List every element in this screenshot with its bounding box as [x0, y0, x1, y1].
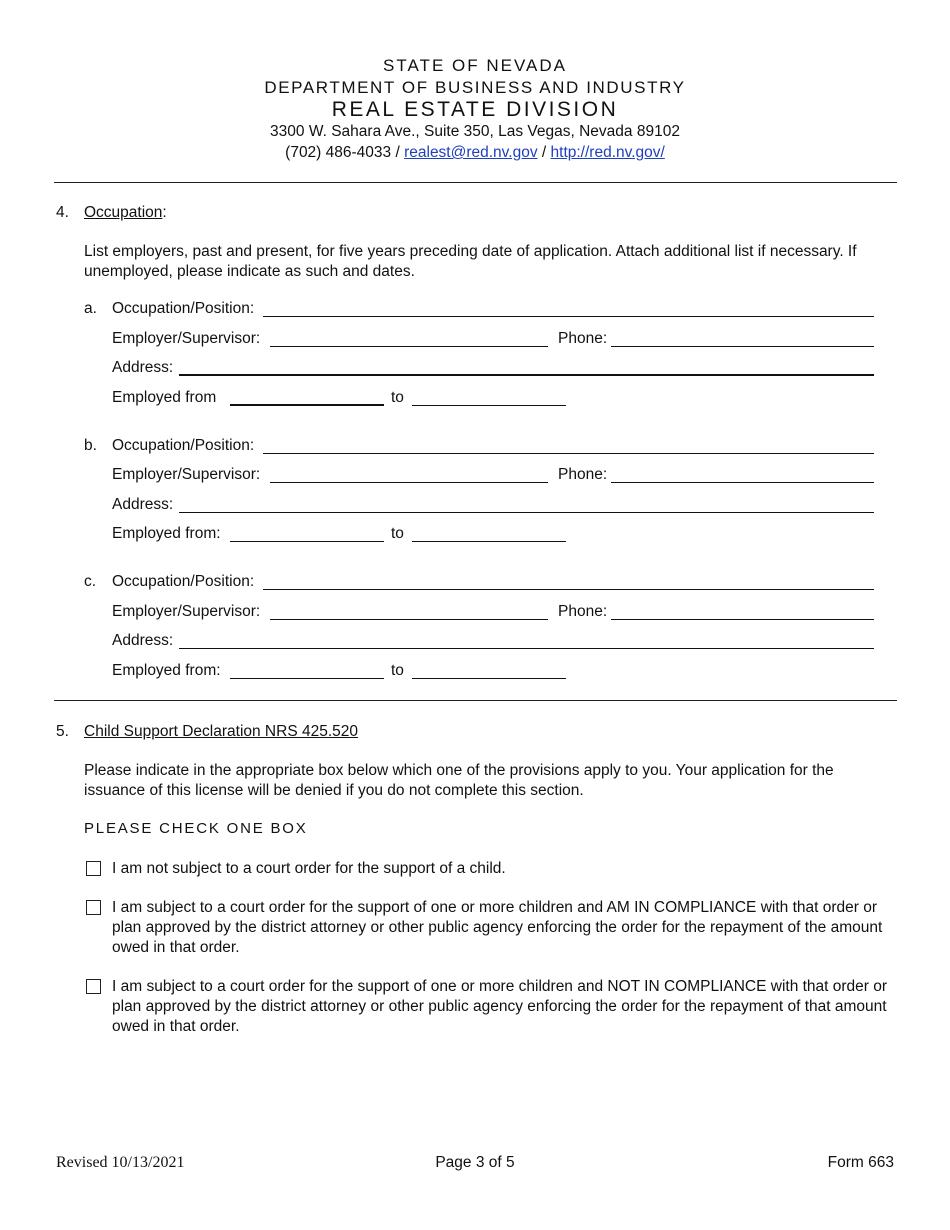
entry-b-to-field[interactable]: [412, 541, 566, 542]
entry-c-phone-field[interactable]: [611, 619, 874, 620]
section-4-title-text: Occupation: [84, 204, 163, 221]
footer-page-number: Page 3 of 5: [435, 1154, 515, 1171]
header-divider: [54, 182, 897, 183]
section-5-title: Child Support Declaration NRS 425.520: [84, 723, 358, 740]
entry-a-phone-field[interactable]: [611, 346, 874, 347]
option-1-text: I am not subject to a court order for the support of a child.: [112, 860, 506, 877]
section-4-instructions: List employers, past and present, for five years preceding date of application. Attach additional list if necessary. If unemployed, please indicate as such and dates.: [84, 243, 857, 280]
entry-b-occupation-field[interactable]: [263, 453, 874, 454]
header-address: 3300 W. Sahara Ave., Suite 350, Las Vegas, Nevada 89102: [270, 123, 680, 140]
option-2-text: I am subject to a court order for the support of one or more children and AM IN COMPLIANCE with that order or plan approved by the district attorney or other public agency enforcing the order for the repayment of the amount owed in that order.: [112, 899, 883, 956]
employer-label: Employer/Supervisor:: [112, 603, 261, 620]
to-label: to: [391, 525, 404, 542]
entry-a-address-field[interactable]: [179, 374, 874, 376]
entry-b-from-field[interactable]: [230, 541, 384, 542]
to-label: to: [391, 389, 404, 406]
entry-c-letter: c.: [84, 573, 97, 590]
entry-b-letter: b.: [84, 437, 97, 454]
website-link[interactable]: http://red.nv.gov/: [550, 144, 665, 161]
section-4-title-colon: :: [162, 204, 167, 221]
email-link[interactable]: realest@red.nv.gov: [404, 144, 538, 161]
footer-form-number: Form 663: [827, 1154, 894, 1171]
header-division: REAL ESTATE DIVISION: [331, 98, 619, 121]
occupation-label: Occupation/Position:: [112, 300, 255, 317]
option-3-text: I am subject to a court order for the support of one or more children and NOT IN COMPLIANCE with that order or plan approved by the district attorney or other public agency enforcing the order for the repayment of that amount owed in that order.: [112, 978, 888, 1035]
entry-a-letter: a.: [84, 300, 97, 317]
entry-c-occupation-field[interactable]: [263, 589, 874, 590]
header-contact: [0, 144, 950, 162]
header-department: DEPARTMENT OF BUSINESS AND INDUSTRY: [264, 78, 686, 97]
entry-a-from-field[interactable]: [230, 404, 384, 406]
header-phone: (702) 486-4033: [285, 144, 392, 161]
section-4-number: 4.: [56, 204, 69, 221]
occupation-label: Occupation/Position:: [112, 573, 255, 590]
entry-b-phone-field[interactable]: [611, 482, 874, 483]
phone-label: Phone:: [558, 603, 608, 620]
address-label: Address:: [112, 496, 174, 513]
entry-c-from-field[interactable]: [230, 678, 384, 679]
entry-a-occupation-field[interactable]: [263, 316, 874, 317]
option-3-checkbox[interactable]: [86, 979, 101, 994]
footer-revised: Revised 10/13/2021: [56, 1154, 185, 1171]
entry-c-to-field[interactable]: [412, 678, 566, 679]
entry-a-employer-field[interactable]: [270, 346, 548, 347]
employer-label: Employer/Supervisor:: [112, 330, 261, 347]
entry-b-address-field[interactable]: [179, 512, 874, 513]
occupation-label: Occupation/Position:: [112, 437, 255, 454]
address-label: Address:: [112, 359, 174, 376]
section-5-number: 5.: [56, 723, 69, 740]
entry-b-employer-field[interactable]: [270, 482, 548, 483]
section-4-title: [84, 204, 167, 222]
option-1-checkbox[interactable]: [86, 861, 101, 876]
option-2-checkbox[interactable]: [86, 900, 101, 915]
section-5-instructions: Please indicate in the appropriate box below which one of the provisions apply to you. Your application for the issuance of this license will be denied if you do not complete this section.: [84, 762, 834, 799]
header-separator: /: [541, 144, 547, 161]
entry-c-employer-field[interactable]: [270, 619, 548, 620]
section-divider: [54, 700, 897, 701]
phone-label: Phone:: [558, 466, 608, 483]
address-label: Address:: [112, 632, 174, 649]
phone-label: Phone:: [558, 330, 608, 347]
employed-from-label: Employed from: [112, 389, 217, 406]
entry-c-address-field[interactable]: [179, 648, 874, 649]
header-state: STATE OF NEVADA: [383, 56, 567, 75]
employed-from-label: Employed from:: [112, 662, 221, 679]
employer-label: Employer/Supervisor:: [112, 466, 261, 483]
to-label: to: [391, 662, 404, 679]
entry-a-to-field[interactable]: [412, 405, 566, 406]
check-one-box-label: PLEASE CHECK ONE BOX: [84, 820, 308, 837]
employed-from-label: Employed from:: [112, 525, 221, 542]
header-separator: /: [395, 144, 400, 161]
